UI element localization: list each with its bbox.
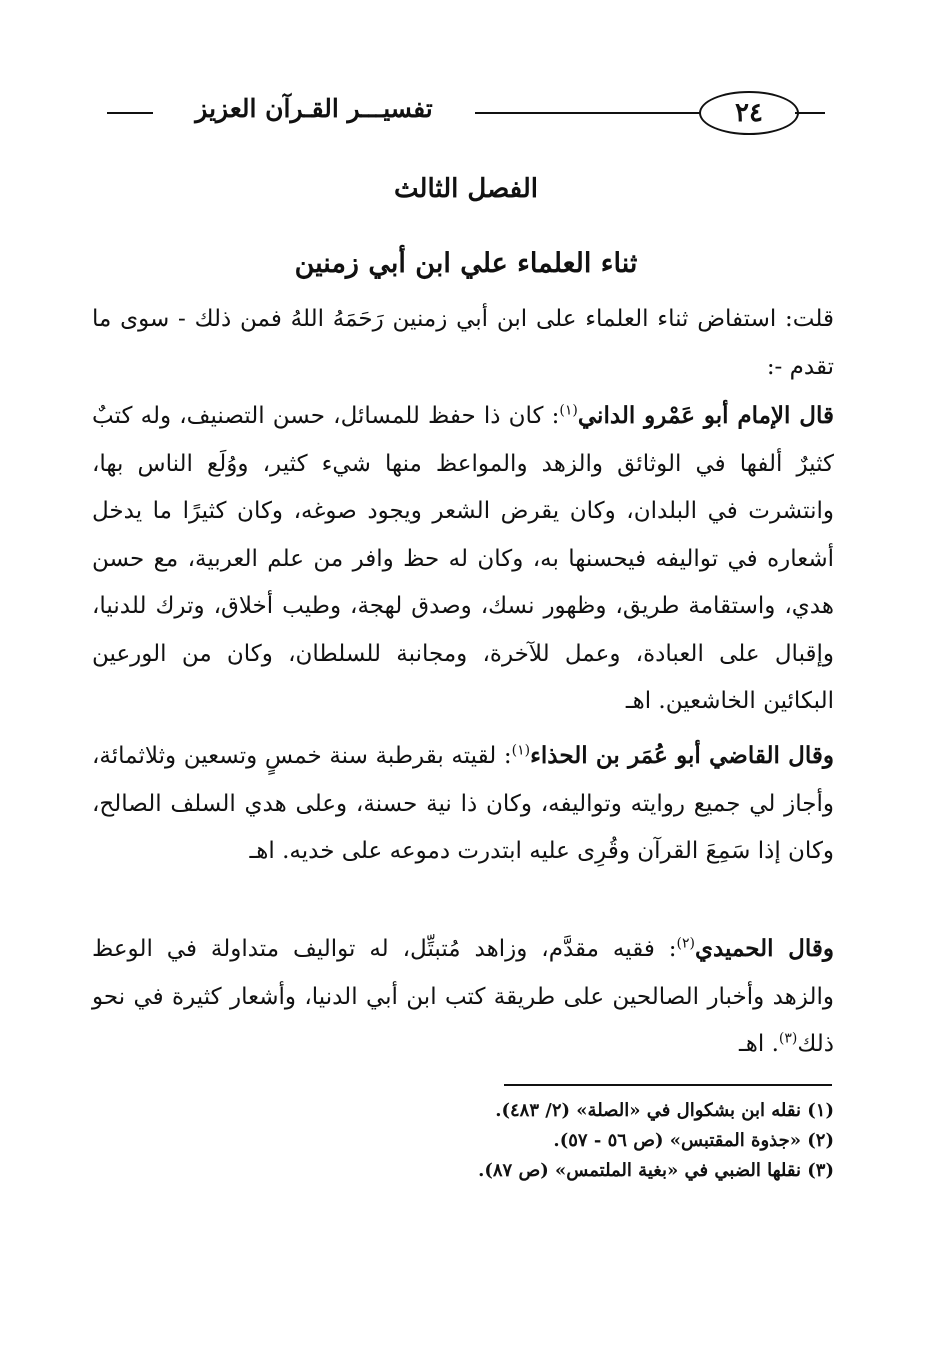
page-number: ٢٤ [699,91,799,135]
footnote-ref: (١) [559,402,578,419]
footnote-1: (١) نقله ابن بشكوال في «الصلة» (٢/ ٤٨٣). [495,1100,834,1121]
intro-text: قلت: استفاض ثناء العلماء على ابن أبي زمنين رَحَمَهُ اللهُ فمن ذلك - سوى ما تقدم -: [92,306,834,380]
speaker-hadhdha: وقال القاضي أبو عُمَر بن الحذاء [530,742,834,769]
footnote-separator [504,1084,832,1086]
running-header [95,86,825,138]
footnote-ref: (٢) [676,935,695,952]
hadhdha-quote: : لقيته بقرطبة سنة خمسٍ وتسعين وثلاثمائة، وأجاز لي جميع روايته وتواليفه، وكان ذا نية حسنة، وعلى هدي السلف الصالح، وكان إذا سَمِعَ القرآن وقُرِى عليه ابتدرت دموعه على خديه. اهـ [92,743,834,864]
paragraph-dani [92,392,834,726]
section-title: ثناء العلماء علي ابن أبي زمنين [294,248,638,279]
speaker-humaydi: وقال الحميدي [694,935,834,962]
paragraph-intro [92,296,834,391]
chapter-title: الفصل الثالث [394,174,538,204]
header-title: تفسيـــر القـرآن العزيز [195,94,433,123]
humaydi-quote: : فقيه مقدَّم، وزاهد مُتبتِّل، له تواليف متداولة في الوعظ والزهد وأخبار الصالحين على طريقة كتب ابن أبي الدنيا، وأشعار كثيرة في نحو ذلك [92,936,834,1057]
footnote-2: (٢) «جذوة المقتبس» (ص ٥٦ - ٥٧). [553,1130,834,1151]
paragraph-humaydi [92,925,834,1069]
speaker-dani: قال الإمام أبو عَمْرو الداني [577,402,834,429]
header-rule-left [107,112,153,114]
humaydi-end: . اهـ [739,1031,779,1057]
header-rule-right [795,112,825,114]
paragraph-hadhdha [92,732,834,876]
footnote-3: (٣) نقلها الضبي في «بغية الملتمس» (ص ٨٧). [478,1160,834,1181]
footnote-ref: (٣) [778,1030,798,1047]
footnotes [300,1096,834,1186]
dani-quote: : كان ذا حفظ للمسائل، حسن التصنيف، وله كتبٌ كثيرٌ ألفها في الوثائق والزهد والمواعظ منها شيء كثير، ووُلَع الناس بها، وانتشرت في البلدان، وكان يقرض الشعر ويجود صوغه، وكان كثيرًا ما يدخل أشعاره في تواليفه فيحسنها به، وكان له حظ وافر من علم العربية، مع حسن هدي، واستقامة طريق، وظهور نسك، وصدق لهجة، وطيب أخلاق، وترك للدنيا، وإقبال على العبادة، وعمل للآخرة، ومجانبة للسلطان، وكان من الورعين البكائين الخاشعين. اهـ [92,403,834,714]
footnote-ref: (١) [511,742,531,759]
